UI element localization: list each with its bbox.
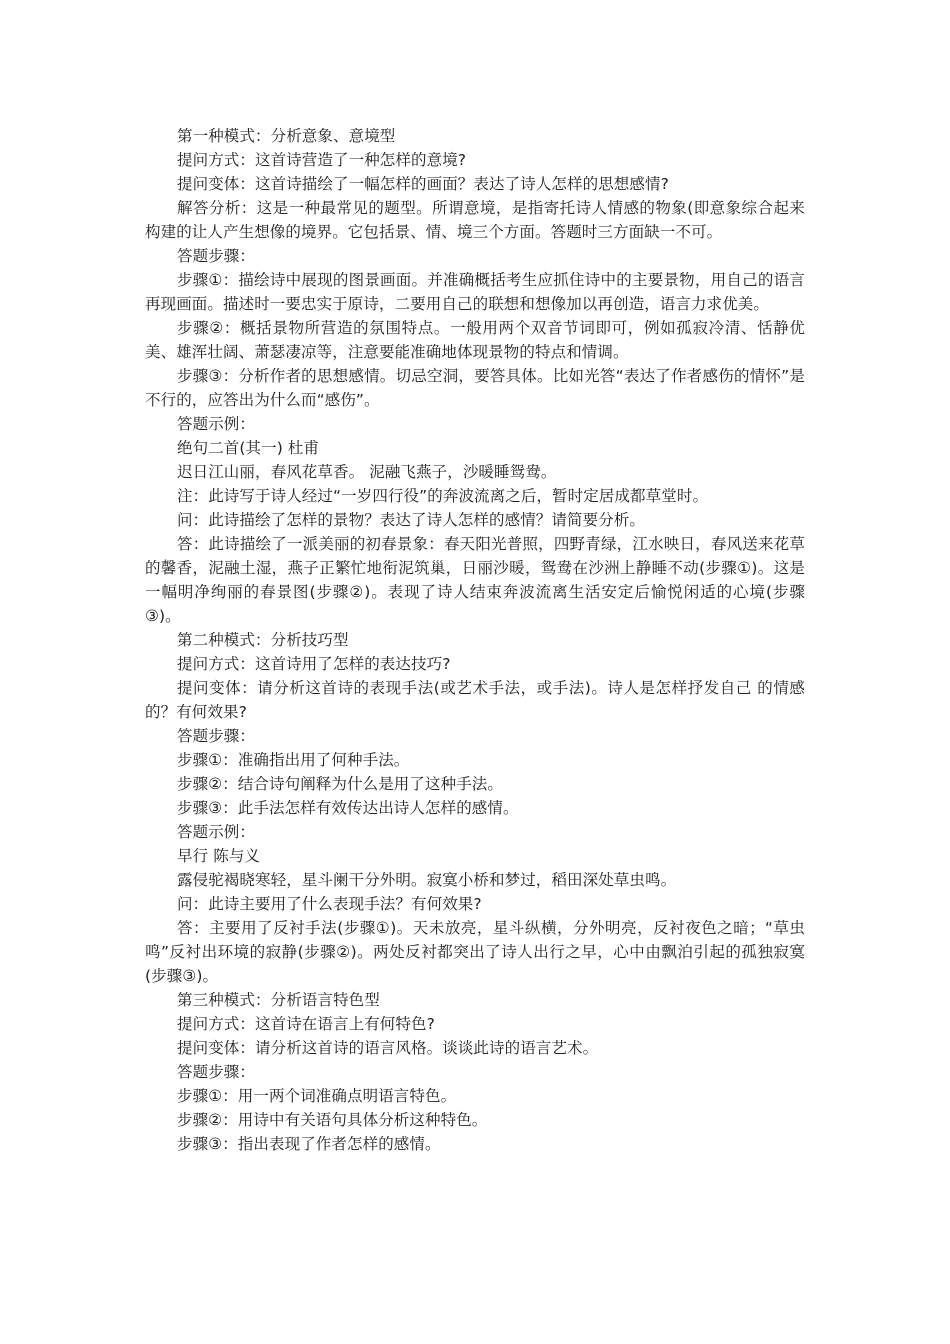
step-3: 步骤③：指出表现了作者怎样的感情。 xyxy=(177,1135,441,1153)
example-label: 答题示例： xyxy=(177,823,256,841)
heading-mode-1: 第一种模式：分析意象、意境型 xyxy=(177,127,396,145)
document-body xyxy=(145,124,805,1156)
step-1: 步骤①：用一两个词准确点明语言特色。 xyxy=(177,1087,457,1105)
poem-note: 注：此诗写于诗人经过“一岁四行役”的奔波流离之后，暂时定居成都草堂时。 xyxy=(177,487,709,505)
step-3: 步骤③：分析作者的思想感情。切忌空洞，要答具体。比如光答“表达了作者感伤的情怀”是不行的，应答出为什么而“感伤”。 xyxy=(145,367,805,409)
poem-text: 露侵驼褐晓寒轻，星斗阑干分外明。寂寞小桥和梦过，稻田深处草虫鸣。 xyxy=(177,871,677,889)
heading-mode-3: 第三种模式：分析语言特色型 xyxy=(177,991,380,1009)
poem-title: 早行 陈与义 xyxy=(177,847,261,865)
question-variant: 提问变体：这首诗描绘了一幅怎样的画面？表达了诗人怎样的思想感情? xyxy=(177,175,669,193)
answer-analysis: 解答分析：这是一种最常见的题型。所谓意境，是指寄托诗人情感的物象(即意象综合起来构建的让人产生想像的境界。它包括景、情、境三个方面。答题时三方面缺一不可。 xyxy=(145,199,805,241)
step-2: 步骤②：结合诗句阐释为什么是用了这种手法。 xyxy=(177,775,503,793)
example-answer: 答：此诗描绘了一派美丽的初春景象：春天阳光普照，四野青绿，江水映日，春风送来花草的馨香，泥融土湿，燕子正繁忙地衔泥筑巢，日丽沙暖，鸳鸯在沙洲上静睡不动(步骤①)。这是一幅明净绚丽的春景图(步骤②)。表现了诗人结束奔波流离生活安定后愉悦闲适的心境(步骤③)。 xyxy=(145,535,805,625)
example-label: 答题示例： xyxy=(177,415,256,433)
answer-steps-label: 答题步骤： xyxy=(177,247,256,265)
answer-steps-label: 答题步骤： xyxy=(177,1063,256,1081)
question-variant: 提问变体：请分析这首诗的表现手法(或艺术手法，或手法)。诗人是怎样抒发自己 的情感的？有何效果? xyxy=(145,679,805,721)
step-2: 步骤②：用诗中有关语句具体分析这种特色。 xyxy=(177,1111,488,1129)
step-1: 步骤①：描绘诗中展现的图景画面。并准确概括考生应抓住诗中的主要景物，用自己的语言再现画面。描述时一要忠实于原诗，二要用自己的联想和想像加以再创造，语言力求优美。 xyxy=(145,271,805,313)
step-1: 步骤①：准确指出用了何种手法。 xyxy=(177,751,410,769)
question-form: 提问方式：这首诗营造了一种怎样的意境? xyxy=(177,151,467,169)
example-question: 问：此诗主要用了什么表现手法？有何效果? xyxy=(177,895,482,913)
answer-steps-label: 答题步骤： xyxy=(177,727,256,745)
poem-text: 迟日江山丽，春风花草香。 泥融飞燕子，沙暖睡鸳鸯。 xyxy=(177,463,557,481)
question-variant: 提问变体：请分析这首诗的语言风格。谈谈此诗的语言艺术。 xyxy=(177,1039,599,1057)
question-form: 提问方式：这首诗用了怎样的表达技巧? xyxy=(177,655,451,673)
question-form: 提问方式：这首诗在语言上有何特色? xyxy=(177,1015,435,1033)
example-question: 问：此诗描绘了怎样的景物？表达了诗人怎样的感情？请简要分析。 xyxy=(177,511,646,529)
poem-title: 绝句二首(其一) 杜甫 xyxy=(177,439,320,457)
heading-mode-2: 第二种模式：分析技巧型 xyxy=(177,631,349,649)
step-2: 步骤②：概括景物所营造的氛围特点。一般用两个双音节词即可，例如孤寂冷清、恬静优 美、雄浑壮阔、萧瑟凄凉等，注意要能准确地体现景物的特点和情调。 xyxy=(145,319,805,361)
step-3: 步骤③：此手法怎样有效传达出诗人怎样的感情。 xyxy=(177,799,519,817)
example-answer: 答：主要用了反衬手法(步骤①)。天未放亮，星斗纵横，分外明亮，反衬夜色之暗；“草虫鸣”反衬出环境的寂静(步骤②)。两处反衬都突出了诗人出行之早，心中由飘泊引起的孤独寂寞(步骤③)。 xyxy=(145,919,805,985)
